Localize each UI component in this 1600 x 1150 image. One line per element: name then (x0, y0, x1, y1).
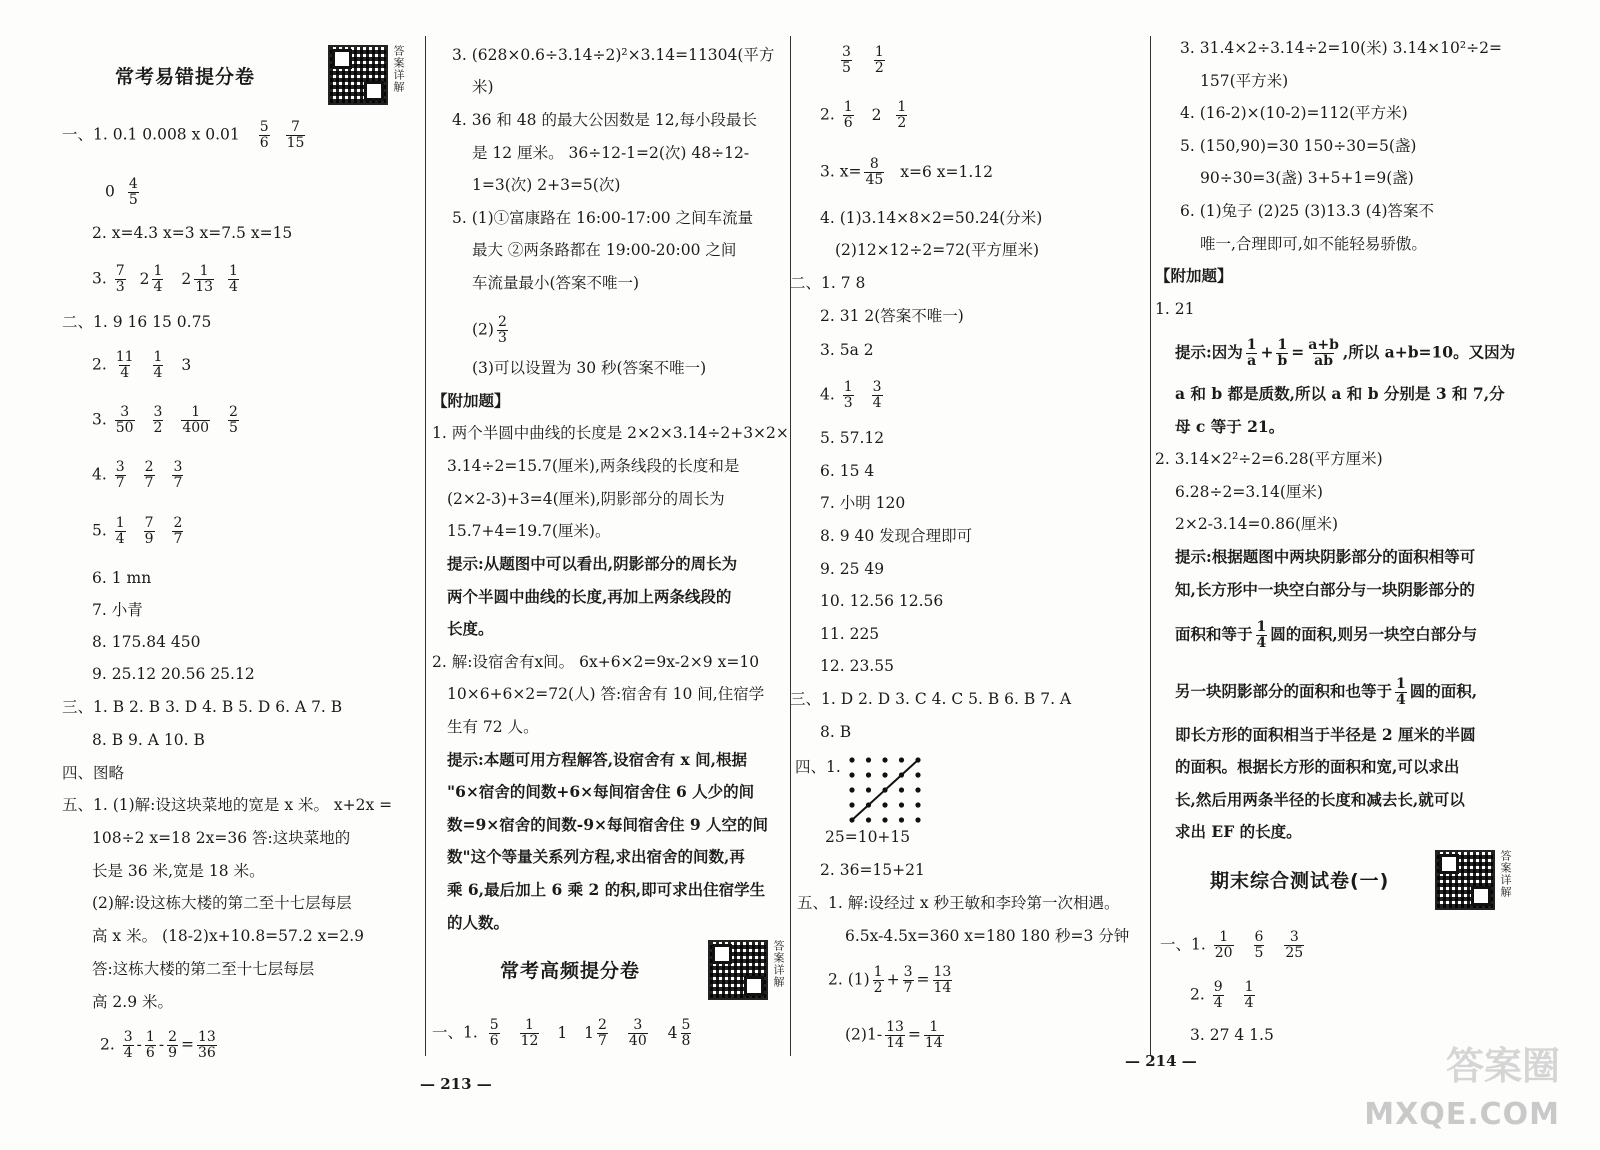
answer-line: 2. $\frac{3}{4}$ - $\frac{1}{6}$ - $\frac{2}{9}$ = $\frac{13}{36}$ (100, 1029, 216, 1061)
dot-grid-figure (848, 756, 922, 824)
column-divider (790, 36, 791, 1056)
qr-code-icon (1435, 850, 1495, 910)
answer-line: 1. 21 (1155, 300, 1195, 318)
answer-line: 6. 15 4 (820, 462, 875, 480)
hint-line: 求出 EF 的长度。 (1175, 822, 1302, 841)
answer-line: 四、1. (795, 758, 841, 776)
grid-dot (915, 802, 920, 807)
answer-line: 二、1. 7 8 (790, 274, 866, 292)
answer-line: 三、1. B 2. B 3. D 4. B 5. D 6. A 7. B (62, 698, 343, 716)
answer-line: 90÷30=3(盏) 3+5+1=9(盏) (1200, 169, 1414, 187)
answer-line: 一、1. $\frac{5}{6}$ $\frac{1}{12}$ 1 1 $\frac{2}{7}$ $\frac{3}{40}$ 4 $\frac{5}{8}$ (432, 1017, 691, 1049)
hint-line: 乘 6,最后加上 6 乘 2 的积,即可求出住宿学生 (447, 880, 766, 899)
answer-line: 5. 57.12 (820, 429, 885, 447)
grid-dot (899, 787, 904, 792)
answer-line: 长是 36 米,宽是 18 米。 (92, 862, 265, 880)
hint-line: 两个半圆中曲线的长度,再加上两条线段的 (447, 587, 732, 606)
answer-line: (2×2-3)+3=4(厘米),阴影部分的周长为 (447, 490, 725, 508)
answer-line: 10×6+6×2=72(人) 答:宿舍有 10 间,住宿学 (447, 685, 765, 703)
answer-line: 1. 两个半圆中曲线的长度是 2×2×3.14÷2+3×2× (432, 424, 789, 442)
answer-line: 2. x=4.3 x=3 x=7.5 x=15 (92, 224, 293, 242)
answer-line: 108÷2 x=18 2x=36 答:这块菜地的 (92, 829, 351, 847)
answer-line: (2)解:设这栋大楼的第二至十七层每层 (92, 894, 352, 912)
answer-line: 米) (472, 78, 494, 96)
answer-line: 高 2.9 米。 (92, 993, 174, 1011)
answer-line: 15.7+4=19.7(厘米)。 (447, 522, 611, 540)
answer-line: 5. (150,90)=30 150÷30=5(盏) (1180, 137, 1417, 155)
qr-caption: 答案详解 (1499, 850, 1512, 898)
watermark-url: MXQE.COM (1364, 1097, 1560, 1132)
hint-line: 提示:本题可用方程解答,设宿舍有 x 间,根据 (447, 750, 748, 769)
answer-line: 8. B (820, 723, 852, 741)
answer-line: 2. $\frac{11}{4}$ $\frac{1}{4}$ 3 (92, 349, 192, 381)
answer-line: 7. 小明 120 (820, 494, 906, 512)
answer-line: 5. (1)①富康路在 16:00-17:00 之间车流量 (452, 209, 754, 227)
answer-line: 25=10+15 (825, 828, 911, 846)
answer-line: 0 $\frac{4}{5}$ (105, 176, 138, 208)
hint-line: 提示:从题图中可以看出,阴影部分的周长为 (447, 554, 738, 573)
answer-line: 最大 ②两条路都在 19:00-20:00 之间 (472, 241, 737, 259)
answer-line: 2. 解:设宿舍有x间。 6x+6×2=9x-2×9 x=10 (432, 653, 760, 671)
answer-line: 唯一,合理即可,如不能轻易骄傲。 (1200, 235, 1427, 253)
answer-line: 五、1. (1)解:设这块菜地的宽是 x 米。 x+2x = (62, 796, 393, 814)
grid-dot (866, 772, 871, 777)
hint-line: 数"这个等量关系列方程,求出宿舍的间数,再 (447, 847, 745, 866)
answer-line: 3. x= $\frac{8}{45}$ x=6 x=1.12 (820, 156, 993, 188)
grid-dot (866, 757, 871, 762)
answer-line: 9. 25 49 (820, 560, 885, 578)
answer-line: 157(平方米) (1200, 72, 1289, 90)
answer-line: (3)可以设置为 30 秒(答案不唯一) (472, 359, 707, 377)
hint-line: 长,然后用两条半径的长度和减去长,就可以 (1175, 790, 1465, 809)
answer-line: 2. $\frac{9}{4}$ $\frac{1}{4}$ (1190, 979, 1254, 1011)
grid-dot (899, 757, 904, 762)
hint-line: 的人数。 (447, 913, 510, 932)
hint-line: 提示:根据题图中两块阴影部分的面积相等可 (1175, 547, 1476, 566)
grid-dot (882, 817, 887, 822)
grid-dot (849, 772, 854, 777)
answer-line: 8. B 9. A 10. B (92, 731, 205, 749)
section-heading: 【附加题】 (432, 391, 510, 410)
answer-line: 二、1. 9 16 15 0.75 (62, 313, 212, 331)
answer-line: 2. 3.14×2²÷2=6.28(平方厘米) (1155, 450, 1383, 468)
answer-line: 9. 25.12 20.56 25.12 (92, 665, 255, 683)
hint-line: 面积和等于 $\frac{1}{4}$ 圆的面积,则另一块空白部分与 (1175, 619, 1478, 651)
answer-line: 3. 31.4×2÷3.14÷2=10(米) 3.14×10²÷2= (1180, 39, 1502, 57)
grid-dot (915, 787, 920, 792)
grid-dot (882, 802, 887, 807)
answer-line: 3. 5a 2 (820, 341, 874, 359)
grid-dot (915, 817, 920, 822)
grid-dot (866, 817, 871, 822)
hint-line: 母 c 等于 21。 (1175, 417, 1285, 436)
answer-line: 4. (16-2)×(10-2)=112(平方米) (1180, 104, 1408, 122)
section-title: 常考易错提分卷 (115, 66, 256, 88)
answer-line: (2)12×12÷2=72(平方厘米) (835, 241, 1040, 259)
answer-line: 3. $\frac{3}{50}$ $\frac{3}{2}$ $\frac{1}{400}$ $\frac{2}{5}$ (92, 404, 238, 436)
answer-line: 3. 27 4 1.5 (1190, 1026, 1274, 1044)
hint-line: 提示:因为 $\frac{1}{a}$ + $\frac{1}{b}$ = $\frac{a+b}{ab}$ ,所以 a+b=10。又因为 (1175, 337, 1516, 369)
answer-line: 高 x 米。 (18-2)x+10.8=57.2 x=2.9 (92, 927, 364, 945)
grid-dot (849, 757, 854, 762)
column-divider (1150, 36, 1151, 1056)
answer-line: 6. 1 mn (92, 569, 152, 587)
grid-dot (899, 817, 904, 822)
grid-dot (849, 802, 854, 807)
grid-dot (899, 802, 904, 807)
answer-line: 7. 小青 (92, 601, 143, 619)
answer-line: 一、1. 0.1 0.008 x 0.01 $\frac{5}{6}$ $\frac{7}{15}$ (62, 119, 305, 151)
grid-dot (849, 787, 854, 792)
watermark-logo: 答案圈 (1445, 1044, 1560, 1088)
grid-dot (882, 757, 887, 762)
qr-code-icon (328, 45, 388, 105)
grid-dot (866, 787, 871, 792)
hint-line: 另一块阴影部分的面积和也等于 $\frac{1}{4}$ 圆的面积, (1175, 676, 1478, 708)
answer-line: 四、图略 (62, 764, 125, 782)
answer-line: 4. $\frac{1}{3}$ $\frac{3}{4}$ (820, 379, 882, 411)
answer-line: 答:这栋大楼的第二至十七层每层 (92, 960, 315, 978)
section-heading: 【附加题】 (1155, 266, 1233, 285)
answer-line: 4. $\frac{3}{7}$ $\frac{2}{7}$ $\frac{3}{7}$ (92, 459, 183, 491)
hint-line: 的面积。根据长方形的面积和宽,可以求出 (1175, 757, 1460, 776)
answer-line: 11. 225 (820, 625, 880, 643)
answer-line: 生有 72 人。 (447, 718, 539, 736)
answer-line: 4. (1)3.14×8×2=50.24(分米) (820, 209, 1043, 227)
answer-line: 一、1. $\frac{1}{20}$ $\frac{6}{5}$ $\frac{3}{25}$ (1160, 929, 1304, 961)
answer-line: 8. 9 40 发现合理即可 (820, 527, 973, 545)
page-number: — 213 — (420, 1075, 492, 1093)
column-divider (425, 36, 426, 1056)
answer-line: 五、1. 解:设经过 x 秒王敏和李玲第一次相遇。 (797, 894, 1120, 912)
section-title: 期末综合测试卷(一) (1210, 870, 1390, 892)
answer-line: 3. (628×0.6÷3.14÷2)²×3.14=11304(平方 (452, 46, 775, 64)
qr-caption: 答案详解 (392, 45, 405, 93)
answer-line: 8. 175.84 450 (92, 633, 201, 651)
hint-line: 数=9×宿舍的间数-9×每间宿舍住 9 人空的间 (447, 815, 769, 834)
hint-line: 知,长方形中一块空白部分与一块阴影部分的 (1175, 580, 1475, 599)
answer-line: 2. 31 2(答案不唯一) (820, 307, 964, 325)
qr-caption: 答案详解 (772, 940, 785, 988)
answer-line: 3. $\frac{7}{3}$ 2 $\frac{1}{4}$ 2 $\frac{1}{13}$ $\frac{1}{4}$ (92, 263, 238, 295)
hint-line: 长度。 (447, 619, 494, 638)
answer-line: 6.28÷2=3.14(厘米) (1175, 483, 1323, 501)
qr-code-icon (708, 940, 768, 1000)
answer-line: $\frac{3}{5}$ $\frac{1}{2}$ (842, 44, 884, 76)
hint-line: a 和 b 都是质数,所以 a 和 b 分别是 3 和 7,分 (1175, 384, 1505, 403)
answer-line: 4. 36 和 48 的最大公因数是 12,每小段最长 (452, 111, 758, 129)
grid-dot (882, 772, 887, 777)
answer-line: 1=3(次) 2+3=5(次) (472, 176, 621, 194)
answer-line: 2. $\frac{1}{6}$ 2 $\frac{1}{2}$ (820, 99, 907, 131)
grid-dot (915, 772, 920, 777)
answer-line: 12. 23.55 (820, 657, 894, 675)
section-title: 常考高频提分卷 (500, 960, 641, 982)
answer-line: 是 12 厘米。 36÷12-1=2(次) 48÷12- (472, 144, 750, 162)
hint-line: 即长方形的面积相当于半径是 2 厘米的半圆 (1175, 725, 1476, 744)
answer-line: 5. $\frac{1}{4}$ $\frac{7}{9}$ $\frac{2}{7}$ (92, 515, 183, 547)
answer-line: 10. 12.56 12.56 (820, 592, 944, 610)
answer-line: (2)1- $\frac{13}{14}$ = $\frac{1}{14}$ (845, 1019, 943, 1051)
answer-line: 三、1. D 2. D 3. C 4. C 5. B 6. B 7. A (790, 690, 1072, 708)
answer-line: 6. (1)兔子 (2)25 (3)13.3 (4)答案不 (1180, 202, 1435, 220)
answer-line: 3.14÷2=15.7(厘米),两条线段的长度和是 (447, 457, 740, 475)
page-number: — 214 — (1125, 1052, 1197, 1070)
answer-line: 2. (1) $\frac{1}{2}$ + $\frac{3}{7}$ = $\frac{13}{14}$ (828, 964, 952, 996)
answer-line: 车流量最小(答案不唯一) (472, 274, 640, 292)
answer-line: (2) $\frac{2}{3}$ (472, 314, 507, 346)
answer-line: 2. 36=15+21 (820, 861, 925, 879)
answer-line: 6.5x-4.5x=360 x=180 180 秒=3 分钟 (845, 927, 1130, 945)
hint-line: "6×宿舍的间数+6×每间宿舍住 6 人少的间 (447, 782, 755, 801)
answer-line: 2×2-3.14=0.86(厘米) (1175, 515, 1339, 533)
